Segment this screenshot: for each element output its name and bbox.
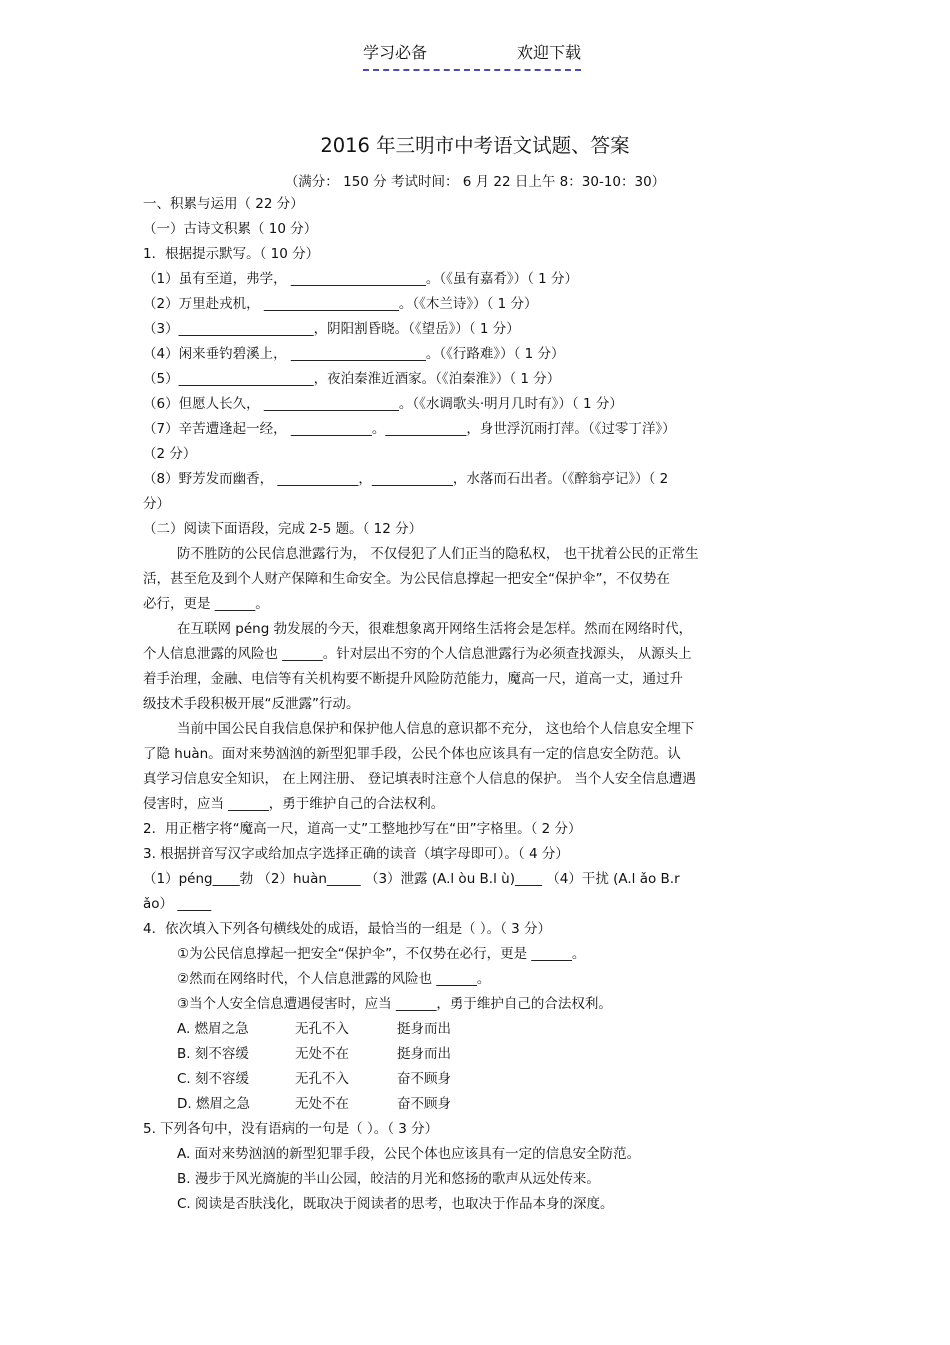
- question-line: 3. 根据拼音写汉字或给加点字选择正确的读音（填字母即可）。（ 4 分）: [143, 846, 569, 862]
- passage-line: 个人信息泄露的风险也 ______。针对层出不穷的个人信息泄露行为必须查找源头， 从源头上: [143, 646, 692, 662]
- header-right: 欢迎下载: [516, 43, 581, 62]
- passage-line: 级技术手段积极开展“反泄露”行动。: [143, 696, 360, 712]
- q5-option: B. 漫步于风光旖旎的半山公园，皎洁的月光和悠扬的歌声从远处传来。: [177, 1171, 600, 1187]
- page-header: [363, 40, 581, 71]
- passage-line: 在互联网 péng 勃发展的今天，很难想象离开网络生活将会是怎样。然而在网络时代，: [177, 621, 693, 637]
- text-line: 1．根据提示默写。（ 10 分）: [143, 246, 320, 262]
- q4-option-part: 无处不在: [295, 1046, 349, 1062]
- passage-line: 当前中国公民自我信息保护和保护他人信息的意识都不充分， 这也给个人信息安全埋下: [177, 721, 695, 737]
- exam-info: （满分： 150 分 考试时间： 6 月 22 日上午 8：30-10：30）: [284, 174, 666, 190]
- question-line: （1）péng____勃 （2）huàn_____ （3）泄露 (A.l òu B.l ù)____ （4）干扰 (A.l ǎo B.r: [143, 871, 680, 887]
- text-line: （7）辛苦遭逢起一经， ____________。____________，身世浮沉雨打萍。（《过零丁洋》）: [143, 421, 676, 437]
- q4-option-part: 奋不顾身: [397, 1096, 451, 1112]
- q4-option: [143, 1044, 808, 1069]
- q4-option-part: 无孔不入: [295, 1021, 349, 1037]
- document-body: [143, 194, 808, 1219]
- q4-option: [143, 1019, 808, 1044]
- q4-option-part: D. 燃眉之急: [177, 1096, 250, 1112]
- text-line: （5）____________________，夜泊秦淮近酒家。（《泊秦淮》）（ 1 分）: [143, 371, 561, 387]
- document-title: 2016 年三明市中考语文试题、答案: [320, 134, 630, 157]
- questions-2-4: [143, 819, 808, 944]
- text-line: （1）虽有至道，弗学， ____________________。（《虽有嘉肴》）（ 1 分）: [143, 271, 579, 287]
- q4-option-part: 挺身而出: [397, 1021, 451, 1037]
- passage-line: 侵害时，应当 ______，勇于维护自己的合法权利。: [143, 796, 445, 812]
- passage-line: 着手治理，金融、电信等有关机构要不断提升风险防范能力，魔高一尺，道高一丈，通过升: [143, 671, 683, 687]
- text-line: （一）古诗文积累（ 10 分）: [143, 221, 318, 237]
- reading-passage: [143, 544, 808, 819]
- q4-sentence: ③当个人安全信息遭遇侵害时，应当 ______，勇于维护自己的合法权利。: [177, 996, 612, 1012]
- q5-option: C. 阅读是否肤浅化，既取决于阅读者的思考，也取决于作品本身的深度。: [177, 1196, 614, 1212]
- q4-option: [143, 1094, 808, 1119]
- question-4-options: [143, 1019, 808, 1119]
- q4-sentence: ②然而在网络时代，个人信息泄露的风险也 ______。: [177, 971, 491, 987]
- q4-option-part: 无孔不入: [295, 1071, 349, 1087]
- text-line: （2）万里赴戎机， ____________________。（《木兰诗》）（ 1 分）: [143, 296, 538, 312]
- passage-line: 防不胜防的公民信息泄露行为， 不仅侵犯了人们正当的隐私权， 也干扰着公民的正常生: [177, 546, 699, 562]
- q4-option-part: C. 刻不容缓: [177, 1071, 250, 1087]
- q4-option-part: 无处不在: [295, 1096, 349, 1112]
- question-4-sentences: [143, 944, 808, 1019]
- section-one: [143, 194, 808, 544]
- passage-line: 真学习信息安全知识， 在上网注册、 登记填表时注意个人信息的保护。 当个人安全信息遭遇: [143, 771, 696, 787]
- text-line: （二）阅读下面语段，完成 2-5 题。（ 12 分）: [143, 521, 423, 537]
- passage-line: 活，甚至危及到个人财产保障和生命安全。为公民信息撑起一把安全“保护伞”，不仅势在: [143, 571, 670, 587]
- q5-option: A. 面对来势汹汹的新型犯罪手段，公民个体也应该具有一定的信息安全防范。: [177, 1146, 641, 1162]
- q4-option-part: B. 刻不容缓: [177, 1046, 249, 1062]
- question-line: 4．依次填入下列各句横线处的成语，最恰当的一组是（ ）。（ 3 分）: [143, 921, 552, 937]
- q4-option-part: 挺身而出: [397, 1046, 451, 1062]
- question-line: 2．用正楷字将“魔高一尺，道高一丈”工整地抄写在“田”字格里。（ 2 分）: [143, 821, 582, 837]
- text-line: 分）: [143, 496, 170, 512]
- text-line: 一、积累与运用（ 22 分）: [143, 196, 304, 212]
- question-line: ǎo） _____: [143, 896, 212, 912]
- question-5-options: [143, 1144, 808, 1219]
- q4-option-part: A. 燃眉之急: [177, 1021, 249, 1037]
- q4-option: [143, 1069, 808, 1094]
- question-5: 5. 下列各句中，没有语病的一句是（ ）。（ 3 分）: [143, 1121, 439, 1137]
- text-line: （2 分）: [143, 446, 197, 462]
- text-line: （3）____________________，阴阳割昏晓。（《望岳》）（ 1 分）: [143, 321, 520, 337]
- header-left: 学习必备: [363, 43, 428, 62]
- q4-sentence: ①为公民信息撑起一把安全“保护伞”，不仅势在必行，更是 ______。: [177, 946, 586, 962]
- text-line: （8）野芳发而幽香， ____________，____________，水落而石出者。（《醉翁亭记》）（ 2: [143, 471, 669, 487]
- q4-option-part: 奋不顾身: [397, 1071, 451, 1087]
- text-line: （6）但愿人长久， ____________________。（《水调歌头·明月几时有》）（ 1 分）: [143, 396, 623, 412]
- passage-line: 了隐 huàn。面对来势汹汹的新型犯罪手段，公民个体也应该具有一定的信息安全防范。认: [143, 746, 681, 762]
- text-line: （4）闲来垂钓碧溪上， ____________________。（《行路难》）（ 1 分）: [143, 346, 565, 362]
- passage-line: 必行，更是 ______。: [143, 596, 269, 612]
